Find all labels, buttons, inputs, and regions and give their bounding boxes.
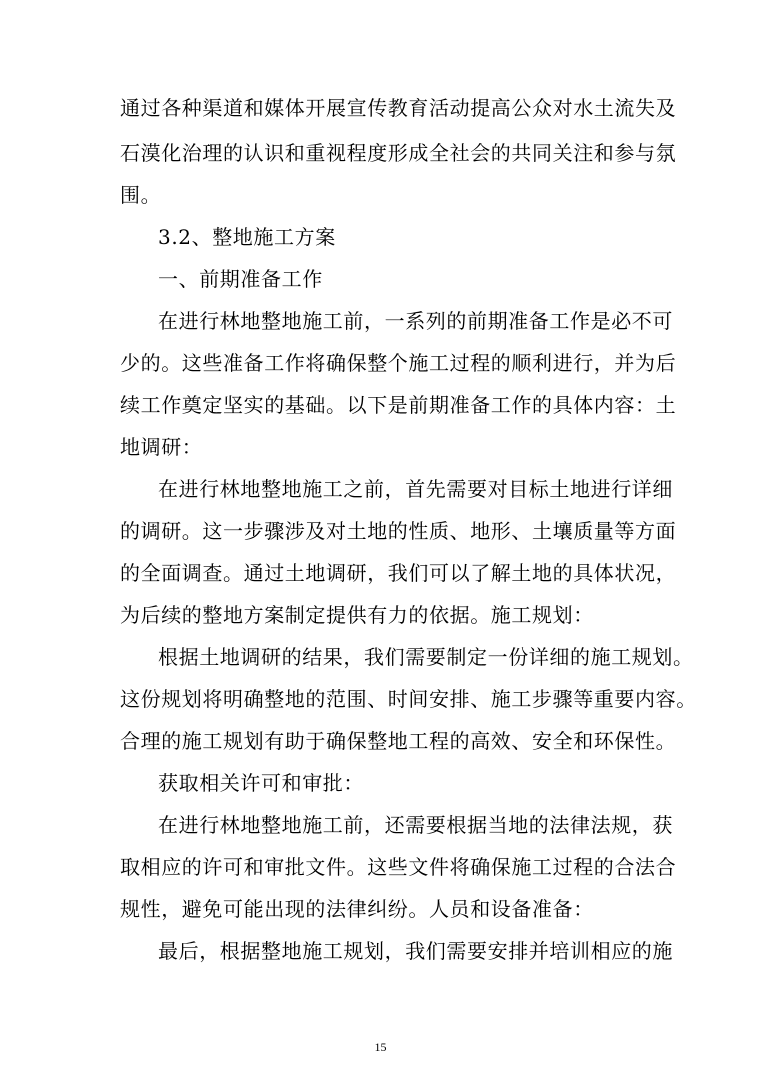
- text-line-11: 的调研。这一步骤涉及对土地的性质、地形、土壤质量等方面: [120, 519, 677, 543]
- text-line-2: 石漠化治理的认识和重视程度形成全社会的共同关注和参与氛: [120, 141, 677, 165]
- text-line-8: 续工作奠定坚实的基础。以下是前期准备工作的具体内容：土: [120, 393, 677, 417]
- text-line-9: 地调研：: [120, 435, 203, 459]
- subsection-heading: 一、前期准备工作: [158, 267, 323, 291]
- text-line-13: 为后续的整地方案制定提供有力的依据。施工规划：: [120, 603, 594, 627]
- text-line-20: 规性，避免可能出现的法律纠纷。人员和设备准备：: [120, 897, 594, 921]
- text-line-3: 围。: [120, 183, 162, 207]
- text-line-6: 在进行林地整地施工前，一系列的前期准备工作是必不可: [158, 309, 673, 333]
- text-line-12: 的全面调查。通过土地调研，我们可以了解土地的具体状况，: [120, 561, 677, 585]
- text-line-19: 取相应的许可和审批文件。这些文件将确保施工过程的合法合: [120, 855, 677, 879]
- text-line-16: 合理的施工规划有助于确保整地工程的高效、安全和环保性。: [120, 729, 677, 753]
- text-line-14: 根据土地调研的结果，我们需要制定一份详细的施工规划。: [158, 645, 694, 669]
- text-line-1: 通过各种渠道和媒体开展宣传教育活动提高公众对水土流失及: [120, 96, 677, 120]
- text-line-15: 这份规划将明确整地的范围、时间安排、施工步骤等重要内容。: [120, 687, 697, 711]
- text-line-10: 在进行林地整地施工之前，首先需要对目标土地进行详细: [158, 477, 673, 501]
- text-line-21: 最后，根据整地施工规划，我们需要安排并培训相应的施: [158, 939, 673, 963]
- section-heading: 3.2、整地施工方案: [158, 225, 336, 249]
- text-line-17: 获取相关许可和审批：: [158, 771, 364, 795]
- text-line-7: 少的。这些准备工作将确保整个施工过程的顺利进行，并为后: [120, 351, 677, 375]
- page-number: 15: [374, 1040, 387, 1054]
- text-line-18: 在进行林地整地施工前，还需要根据当地的法律法规，获: [158, 813, 673, 837]
